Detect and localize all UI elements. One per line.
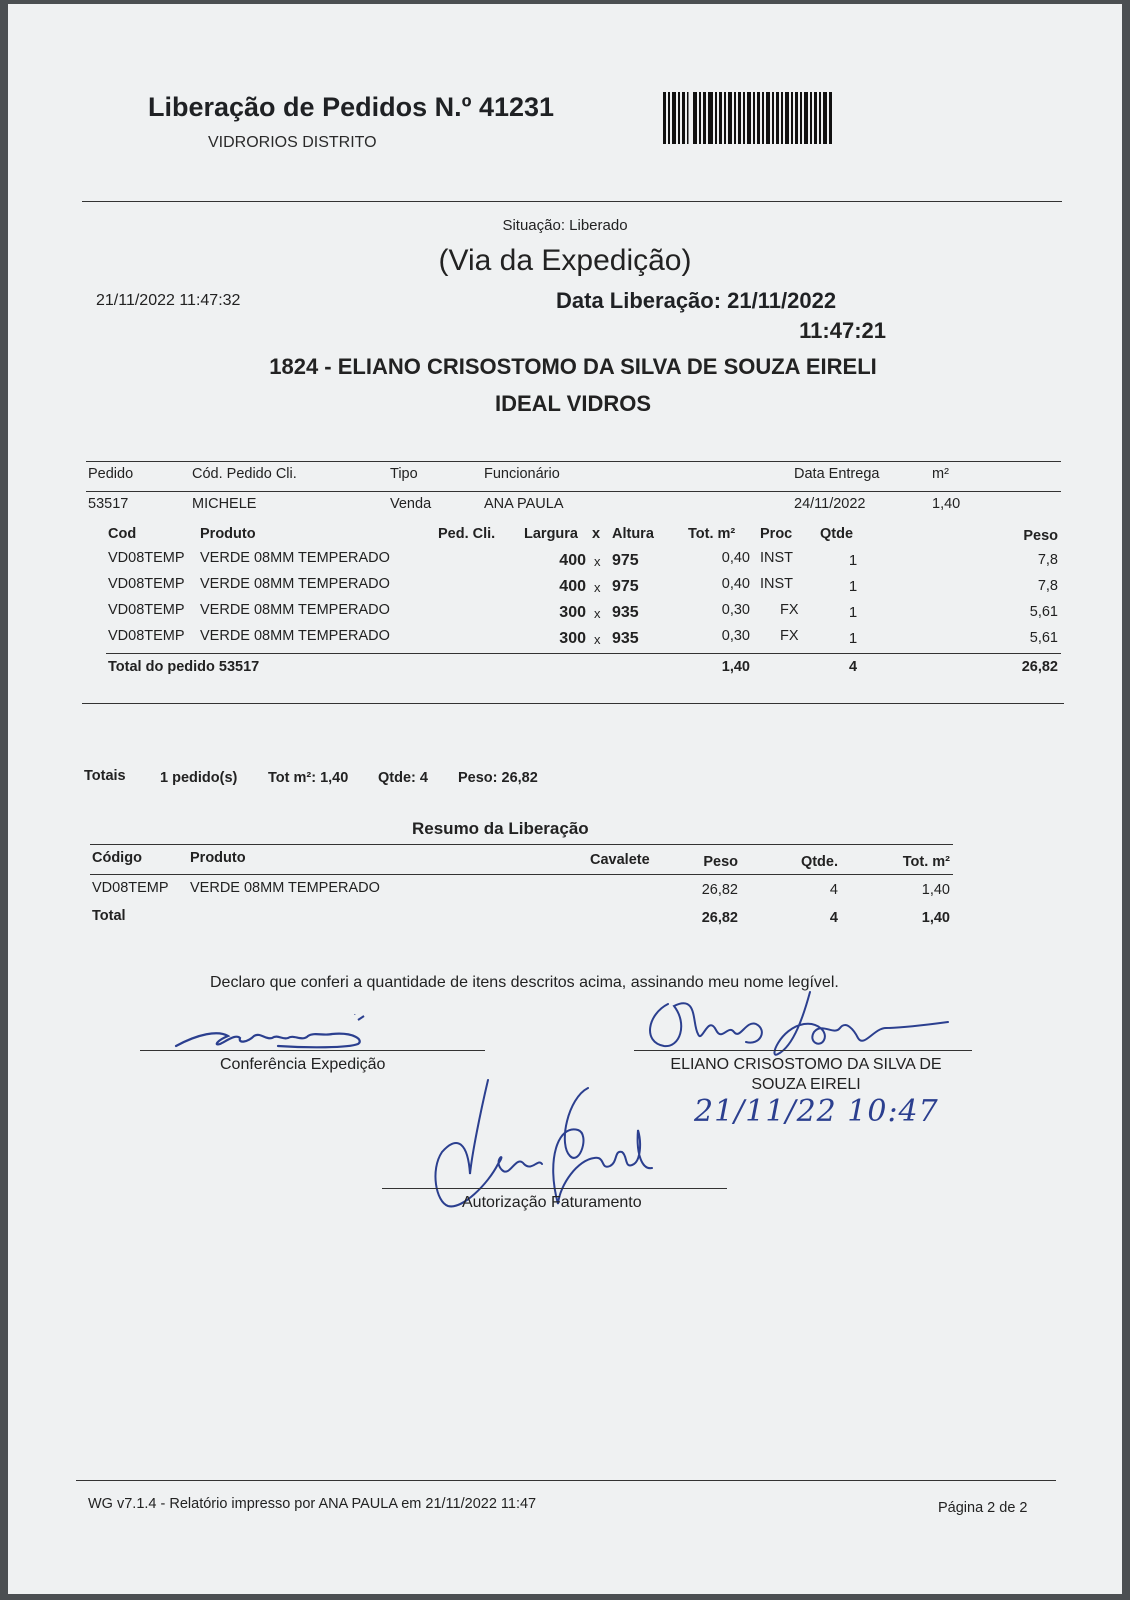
- item-x: x: [594, 606, 601, 621]
- resumo-title: Resumo da Liberação: [412, 819, 589, 838]
- client-trade-name: IDEAL VIDROS: [494, 391, 652, 416]
- funcionario: ANA PAULA: [484, 496, 564, 512]
- col-data-entrega: Data Entrega: [794, 466, 880, 482]
- totals-label: Totais: [84, 768, 126, 784]
- item-peso: 7,8: [1037, 552, 1058, 568]
- item-x: x: [594, 554, 601, 569]
- cliente-label-line2: SOUZA EIRELI: [751, 1076, 861, 1093]
- item-qtde: 1: [848, 630, 858, 647]
- col-resumo-tot-m2: Tot. m²: [902, 854, 950, 870]
- item-produto: VERDE 08MM TEMPERADO: [200, 550, 390, 566]
- item-peso: 5,61: [1029, 630, 1058, 646]
- order-section-divider: [82, 703, 1064, 704]
- item-proc: INST: [760, 550, 794, 566]
- company-name: VIDRORIOS DISTRITO: [208, 134, 377, 151]
- resumo-total-label: Total: [92, 908, 126, 924]
- resumo-total-m2: 1,40: [921, 910, 950, 926]
- item-produto: VERDE 08MM TEMPERADO: [200, 628, 390, 644]
- total-pedido-qtde: 4: [848, 659, 858, 675]
- items-total-line: [106, 653, 1061, 654]
- printed-timestamp: 21/11/2022 11:47:32: [96, 292, 241, 309]
- item-x: x: [594, 632, 601, 647]
- resumo-peso: 26,82: [701, 882, 738, 898]
- col-resumo-peso: Peso: [703, 854, 738, 870]
- conferencia-label: Conferência Expedição: [220, 1056, 386, 1073]
- item-cod: VD08TEMP: [108, 550, 185, 566]
- col-qtde: Qtde: [820, 526, 854, 542]
- resumo-tot-m2: 1,40: [921, 882, 950, 898]
- item-produto: VERDE 08MM TEMPERADO: [200, 602, 390, 618]
- order-table-top-line: [86, 461, 1061, 462]
- resumo-top-line: [90, 844, 953, 845]
- col-proc: Proc: [760, 526, 793, 542]
- barcode: [663, 92, 833, 144]
- m2-value: 1,40: [932, 496, 961, 512]
- item-peso: 7,8: [1037, 578, 1058, 594]
- col-tot-m2: Tot. m²: [688, 526, 736, 542]
- total-pedido-m2: 1,40: [721, 659, 750, 675]
- item-qtde: 1: [848, 578, 858, 595]
- autorizacao-label: Autorização Faturamento: [462, 1194, 642, 1211]
- resumo-total-peso: 26,82: [701, 910, 738, 926]
- col-resumo-produto: Produto: [190, 850, 246, 866]
- col-cod-pedido-cli: Cód. Pedido Cli.: [192, 466, 297, 482]
- col-x: x: [592, 526, 601, 542]
- item-peso: 5,61: [1029, 604, 1058, 620]
- totals-m2: Tot m²: 1,40: [268, 770, 349, 786]
- data-entrega: 24/11/2022: [794, 496, 866, 512]
- cliente-signature: [628, 984, 968, 1064]
- autorizacao-line: [382, 1188, 727, 1189]
- col-tipo: Tipo: [390, 466, 418, 482]
- totals-peso: Peso: 26,82: [458, 770, 538, 786]
- item-altura: 975: [612, 578, 639, 595]
- item-x: x: [594, 580, 601, 595]
- cod-pedido-cli: MICHELE: [192, 496, 257, 512]
- total-pedido-label: Total do pedido 53517: [108, 659, 260, 675]
- col-largura: Largura: [524, 526, 578, 542]
- item-largura: 400: [559, 552, 586, 569]
- col-funcionario: Funcionário: [484, 466, 560, 482]
- item-proc: INST: [760, 576, 794, 592]
- item-proc: FX: [780, 602, 799, 618]
- data-liberacao-time: 11:47:21: [799, 318, 886, 343]
- footer-page-number: Página 2 de 2: [938, 1500, 1028, 1516]
- col-altura: Altura: [612, 526, 654, 542]
- item-produto: VERDE 08MM TEMPERADO: [200, 576, 390, 592]
- tipo: Venda: [390, 496, 432, 512]
- item-cod: VD08TEMP: [108, 602, 185, 618]
- resumo-codigo: VD08TEMP: [92, 880, 169, 896]
- order-table-header-line: [86, 491, 1061, 492]
- item-tot-m2: 0,40: [721, 576, 750, 592]
- item-tot-m2: 0,30: [721, 602, 750, 618]
- cliente-label-line1: ELIANO CRISOSTOMO DA SILVA DE: [670, 1056, 942, 1073]
- col-peso: Peso: [1023, 528, 1058, 544]
- item-tot-m2: 0,30: [721, 628, 750, 644]
- resumo-total-qtde: 4: [829, 910, 838, 926]
- document-title: Liberação de Pedidos N.º 41231: [148, 92, 555, 122]
- item-proc: FX: [780, 628, 799, 644]
- resumo-header-line: [90, 874, 953, 875]
- item-cod: VD08TEMP: [108, 576, 185, 592]
- item-altura: 935: [612, 604, 639, 621]
- resumo-produto: VERDE 08MM TEMPERADO: [190, 880, 380, 896]
- via-label: (Via da Expedição): [438, 244, 692, 277]
- document-page: [8, 4, 1122, 1594]
- item-largura: 300: [559, 630, 586, 647]
- col-cavalete: Cavalete: [590, 852, 650, 868]
- item-qtde: 1: [848, 552, 858, 569]
- col-m2: m²: [932, 466, 949, 482]
- item-largura: 400: [559, 578, 586, 595]
- item-altura: 935: [612, 630, 639, 647]
- client-name: 1824 - ELIANO CRISOSTOMO DA SILVA DE SOUZA EIRELI: [269, 354, 877, 379]
- footer-divider: [76, 1480, 1056, 1481]
- handwritten-date: 21/11/22 10:47: [694, 1094, 939, 1129]
- declaration-text: Declaro que conferi a quantidade de itens descritos acima, assinando meu nome legível.: [210, 974, 839, 991]
- autorizacao-signature: [428, 1074, 658, 1214]
- item-qtde: 1: [848, 604, 858, 621]
- item-tot-m2: 0,40: [721, 550, 750, 566]
- situacao: Situação: Liberado: [502, 217, 628, 234]
- item-cod: VD08TEMP: [108, 628, 185, 644]
- conferencia-line: [140, 1050, 485, 1051]
- col-ped-cli: Ped. Cli.: [438, 526, 496, 542]
- resumo-qtde: 4: [829, 882, 838, 898]
- data-liberacao: Data Liberação: 21/11/2022: [556, 288, 837, 313]
- col-cod: Cod: [108, 526, 137, 542]
- col-pedido: Pedido: [88, 466, 134, 482]
- col-resumo-qtde: Qtde.: [800, 854, 838, 870]
- item-altura: 975: [612, 552, 639, 569]
- cliente-line: [634, 1050, 972, 1051]
- header-divider: [82, 201, 1062, 202]
- totals-qtde: Qtde: 4: [378, 770, 428, 786]
- col-codigo: Código: [92, 850, 142, 866]
- pedido-number: 53517: [88, 496, 129, 512]
- item-largura: 300: [559, 604, 586, 621]
- footer-printed-by: WG v7.1.4 - Relatório impresso por ANA PAULA em 21/11/2022 11:47: [88, 1496, 537, 1512]
- col-produto: Produto: [200, 526, 256, 542]
- total-pedido-peso: 26,82: [1021, 659, 1058, 675]
- totals-pedidos: 1 pedido(s): [160, 770, 238, 786]
